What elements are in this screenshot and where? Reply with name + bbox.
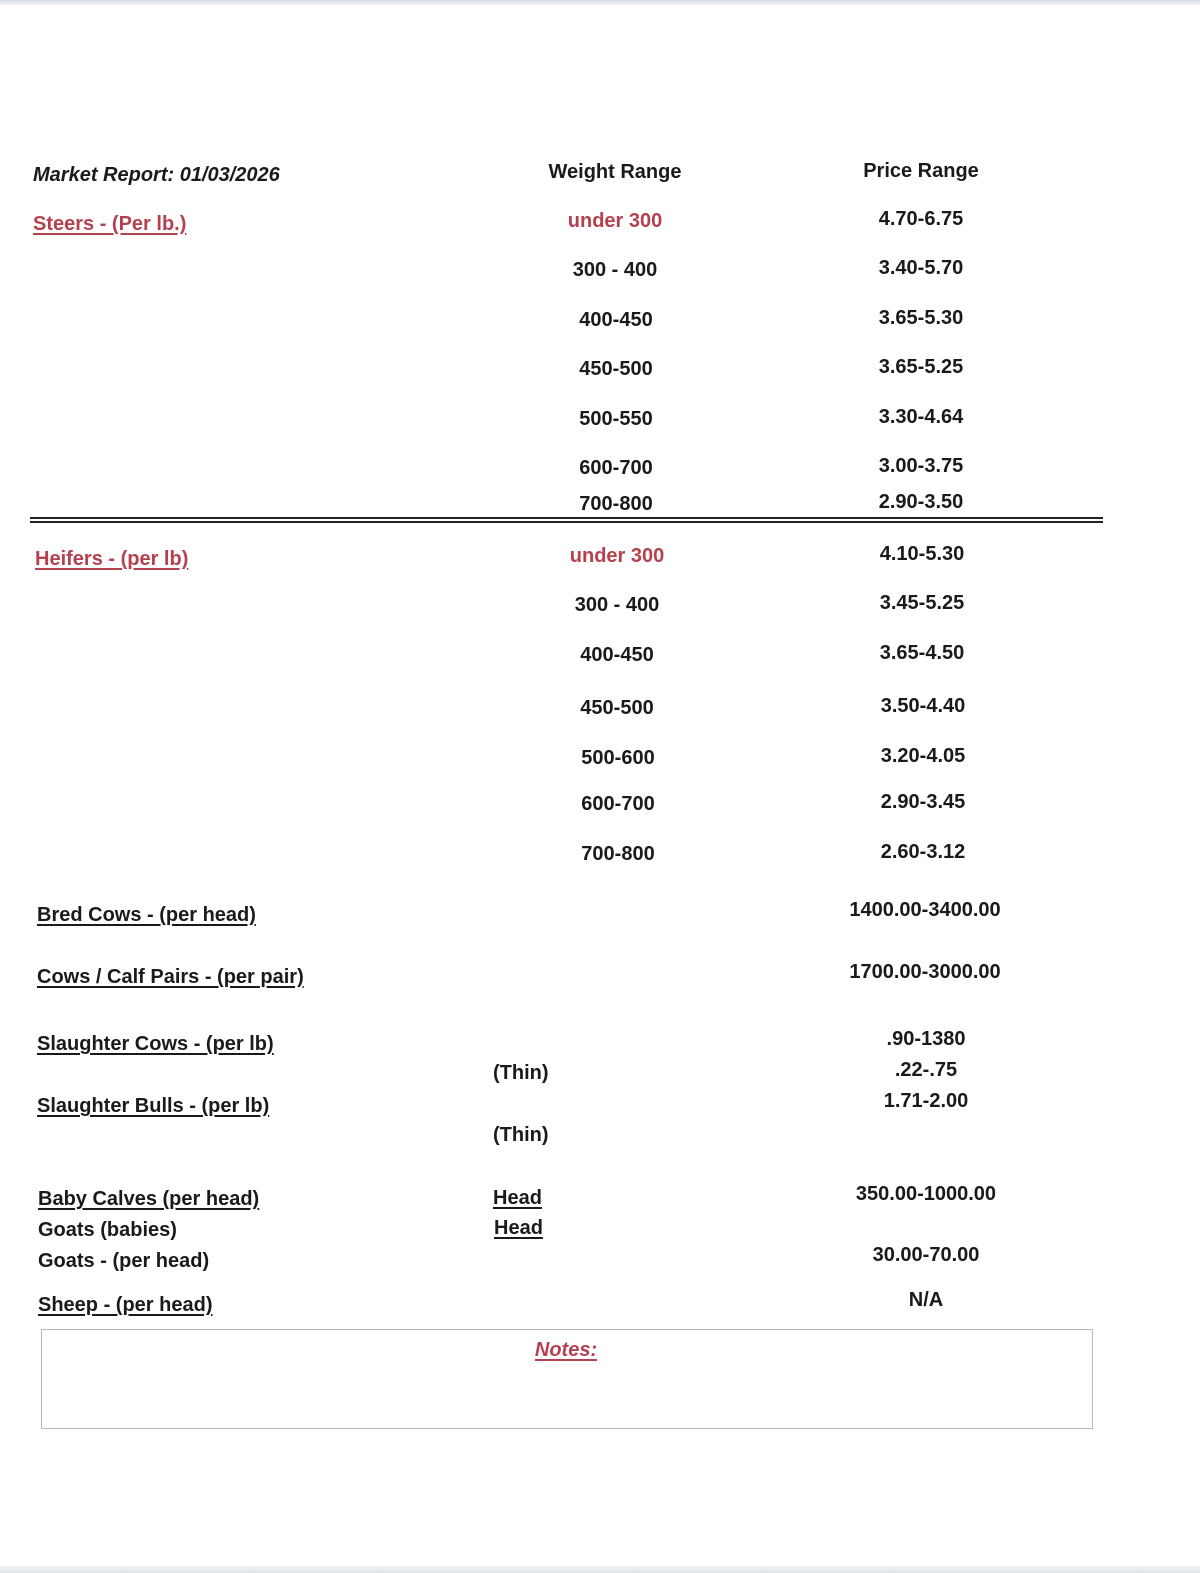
- goats-babies-label: Goats (babies): [38, 1219, 177, 1241]
- heifers-price-cell: 2.90-3.45: [880, 791, 966, 813]
- section-divider: [30, 517, 1103, 519]
- steers-price-cell: 3.65-5.30: [878, 307, 964, 329]
- price-range-header: Price Range: [863, 160, 979, 182]
- steers-price-cell: 2.90-3.50: [878, 491, 964, 513]
- sheep-label: Sheep - (per head): [38, 1294, 213, 1316]
- scan-edge-bottom: [0, 1566, 1200, 1573]
- slaughter-bulls-label: Slaughter Bulls - (per lb): [37, 1095, 270, 1117]
- steers-weight-cell: 300 - 400: [572, 259, 658, 281]
- steers-price-cell: 3.30-4.64: [878, 406, 964, 428]
- heifers-weight-cell: 300 - 400: [574, 594, 660, 616]
- report-title: Market Report: 01/03/2026: [33, 164, 280, 186]
- steers-weight-cell: under 300: [567, 210, 663, 232]
- slaughter-cows-thin-price: .22-.75: [894, 1059, 958, 1081]
- heifers-price-cell: 2.60-3.12: [880, 841, 966, 863]
- heifers-price-cell: 3.50-4.40: [880, 695, 966, 717]
- section-divider: [30, 521, 1103, 523]
- slaughter-cows-price: .90-1380: [886, 1028, 966, 1050]
- heifers-weight-cell: under 300: [569, 545, 665, 567]
- heifers-price-cell: 3.20-4.05: [880, 745, 966, 767]
- weight-range-header: Weight Range: [548, 161, 682, 183]
- heifers-weight-cell: 450-500: [580, 697, 654, 719]
- cow-calf-pairs-label: Cows / Calf Pairs - (per pair): [37, 966, 304, 988]
- heifers-weight-cell: 700-800: [581, 843, 655, 865]
- steers-weight-cell: 400-450: [579, 309, 653, 331]
- steers-price-cell: 4.70-6.75: [878, 208, 964, 230]
- heifers-weight-cell: 600-700: [581, 793, 655, 815]
- sheep-price: N/A: [908, 1289, 944, 1311]
- cow-calf-pairs-price: 1700.00-3000.00: [849, 961, 1001, 983]
- slaughter-cows-label: Slaughter Cows - (per lb): [37, 1033, 274, 1055]
- goats-label: Goats - (per head): [38, 1250, 210, 1272]
- notes-label: Notes:: [534, 1339, 598, 1361]
- goats-babies-unit: Head: [494, 1217, 543, 1239]
- bred-cows-label: Bred Cows - (per head): [37, 904, 256, 926]
- slaughter-cows-thin-label: (Thin): [493, 1062, 549, 1084]
- baby-calves-unit: Head: [493, 1187, 542, 1209]
- heifers-price-cell: 3.65-4.50: [879, 642, 965, 664]
- scan-edge-top: [0, 0, 1200, 5]
- baby-calves-price: 350.00-1000.00: [855, 1183, 997, 1205]
- baby-calves-label: Baby Calves (per head): [38, 1188, 260, 1210]
- heifers-price-cell: 3.45-5.25: [879, 592, 965, 614]
- heifers-section-label: Heifers - (per lb): [35, 548, 189, 570]
- steers-weight-cell: 500-550: [579, 408, 653, 430]
- heifers-weight-cell: 500-600: [581, 747, 655, 769]
- steers-weight-cell: 700-800: [579, 493, 653, 515]
- goats-price: 30.00-70.00: [872, 1244, 980, 1266]
- steers-section-label: Steers - (Per lb.): [33, 213, 187, 235]
- steers-weight-cell: 600-700: [579, 457, 653, 479]
- steers-price-cell: 3.00-3.75: [878, 455, 964, 477]
- steers-weight-cell: 450-500: [579, 358, 653, 380]
- steers-price-cell: 3.65-5.25: [878, 356, 964, 378]
- heifers-price-cell: 4.10-5.30: [879, 543, 965, 565]
- heifers-weight-cell: 400-450: [580, 644, 654, 666]
- slaughter-bulls-price: 1.71-2.00: [883, 1090, 969, 1112]
- slaughter-bulls-thin-label: (Thin): [493, 1124, 549, 1146]
- bred-cows-price: 1400.00-3400.00: [849, 899, 1001, 921]
- steers-price-cell: 3.40-5.70: [878, 257, 964, 279]
